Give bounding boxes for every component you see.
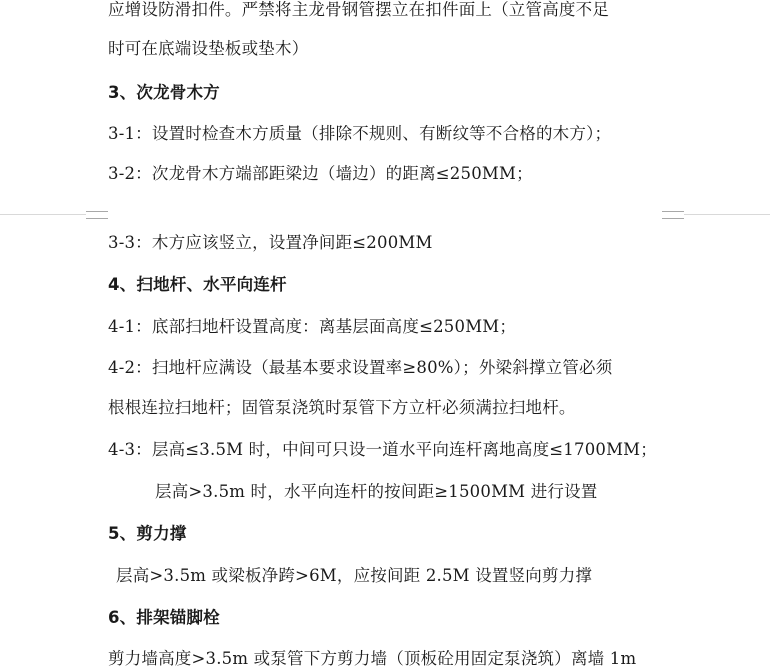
- body-text-line: 层高>3.5m 时，水平向连杆的按间距≥1500MM 进行设置: [155, 482, 598, 501]
- body-text-line: 剪力墙高度>3.5m 或泵管下方剪力墙（顶板砼用固定泵浇筑）离墙 1m: [108, 649, 637, 668]
- body-text-line: 4-3：层高≤3.5M 时，中间可只设一道水平向连杆离地高度≤1700MM；: [108, 440, 657, 459]
- page-corner-mark-right: [662, 211, 684, 219]
- body-text-line: 3-1：设置时检查木方质量（排除不规则、有断纹等不合格的木方）；: [108, 124, 612, 143]
- document-page-1: [0, 0, 770, 212]
- page-break: [0, 212, 770, 222]
- body-text-line: 层高>3.5m 或梁板净跨>6M，应按间距 2.5M 设置竖向剪力撑: [116, 566, 593, 585]
- page-break-line-right: [684, 214, 770, 215]
- body-text-line: 4-2：扫地杆应满设（最基本要求设置率≥80%）；外梁斜撑立管必须: [108, 358, 613, 377]
- page-break-line-left: [0, 214, 86, 215]
- section-heading-6: 6、排架锚脚栓: [108, 608, 220, 627]
- page-corner-mark-left: [86, 211, 108, 219]
- body-text-line: 时可在底端设垫板或垫木）: [108, 39, 309, 58]
- section-heading-5: 5、剪力撑: [108, 524, 187, 543]
- body-text-line: 应增设防滑扣件。严禁将主龙骨钢管摆立在扣件面上（立管高度不足: [108, 0, 609, 19]
- body-text-line: 3-3：木方应该竖立，设置净间距≤200MM: [108, 233, 433, 252]
- document-page-2: [0, 222, 770, 668]
- section-heading-3: 3、次龙骨木方: [108, 83, 220, 102]
- body-text-line: 根根连拉扫地杆；固管泵浇筑时泵管下方立杆必须满拉扫地杆。: [108, 398, 576, 417]
- section-heading-4: 4、扫地杆、水平向连杆: [108, 275, 287, 294]
- body-text-line: 4-1：底部扫地杆设置高度：离基层面高度≤250MM；: [108, 317, 517, 336]
- body-text-line: 3-2：次龙骨木方端部距梁边（墙边）的距离≤250MM；: [108, 164, 533, 183]
